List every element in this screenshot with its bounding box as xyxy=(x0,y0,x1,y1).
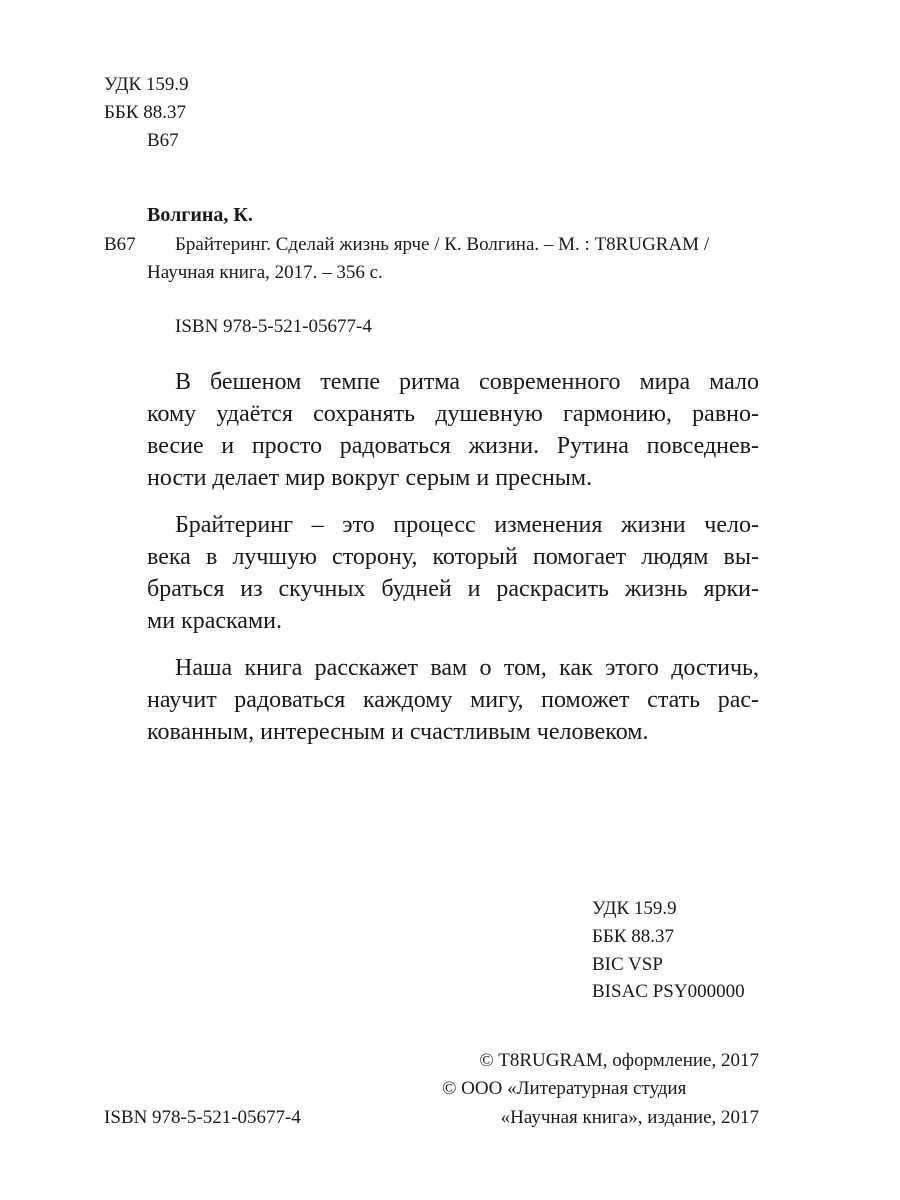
record-isbn: ISBN 978-5-521-05677-4 xyxy=(175,316,372,337)
annotation-p2-line4: ми красками. xyxy=(147,608,282,634)
top-author-code: В67 xyxy=(147,130,179,151)
annotation-p2-line2: века в лучшую сторону, который помогает людям вы- xyxy=(147,544,759,570)
annotation-p2-line3: браться из скучных будней и раскрасить жизнь ярки- xyxy=(147,576,759,602)
annotation xyxy=(147,366,759,748)
annotation-p3-line2: научит радоваться каждому мигу, поможет стать рас- xyxy=(147,687,759,713)
record-author-code: В67 xyxy=(104,234,136,255)
annotation-p1-line3: весие и просто радоваться жизни. Рутина повседнев- xyxy=(147,433,759,459)
bottom-isbn: ISBN 978-5-521-05677-4 xyxy=(104,1107,301,1128)
top-udk: УДК 159.9 xyxy=(104,74,189,95)
annotation-p1-line4: ности делает мир вокруг серым и пресным. xyxy=(147,465,593,491)
annotation-p1-line2: кому удаётся сохранять душевную гармонию, равно- xyxy=(147,401,759,427)
bottom-bbk: ББК 88.37 xyxy=(592,926,674,947)
bottom-bisac: BISAC PSY000000 xyxy=(592,981,745,1002)
annotation-p3-line1: Наша книга расскажет вам о том, как этого достичь, xyxy=(175,655,759,681)
annotation-p1-line1: В бешеном темпе ритма современного мира мало xyxy=(175,369,759,395)
annotation-p3-line3: кованным, интересным и счастливым человеком. xyxy=(147,719,649,745)
copyright-line-3: «Научная книга», издание, 2017 xyxy=(500,1107,759,1128)
annotation-p2-line1: Брайтеринг – это процесс изменения жизни чело- xyxy=(175,512,759,538)
copyright-line-2: © ООО «Литературная студия xyxy=(442,1078,687,1099)
author-heading: Волгина, К. xyxy=(147,204,253,226)
bottom-bic: BIC VSP xyxy=(592,954,663,975)
copyright-line-1: © T8RUGRAM, оформление, 2017 xyxy=(479,1050,759,1071)
record-line-1: Брайтеринг. Сделай жизнь ярче / К. Волгина. – М. : T8RUGRAM / xyxy=(175,234,710,255)
record-line-2: Научная книга, 2017. – 356 с. xyxy=(147,262,383,283)
bottom-udk: УДК 159.9 xyxy=(592,898,677,919)
top-bbk: ББК 88.37 xyxy=(104,102,186,123)
